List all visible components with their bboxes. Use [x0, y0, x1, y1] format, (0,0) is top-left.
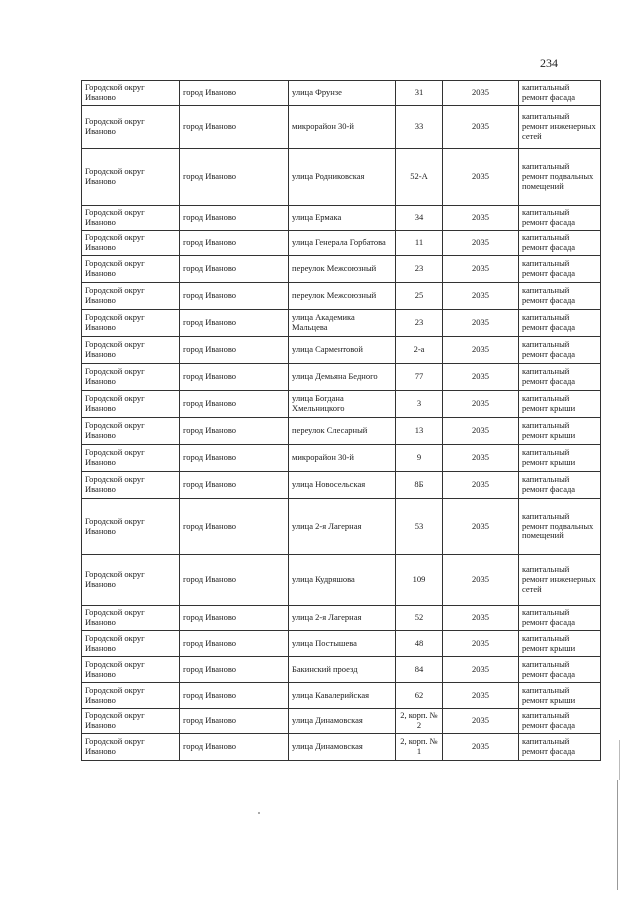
city-cell: город Иваново — [180, 106, 289, 149]
city-cell: город Иваново — [180, 256, 289, 283]
house-number-cell: 11 — [396, 231, 443, 256]
table-row — [82, 709, 601, 734]
table-row — [82, 283, 601, 310]
street-cell: улица Родниковская — [289, 149, 396, 206]
street-cell: микрорайон 30-й — [289, 106, 396, 149]
city-cell: город Иваново — [180, 709, 289, 734]
house-number-cell: 109 — [396, 555, 443, 606]
year-cell: 2035 — [443, 81, 519, 106]
work-type-cell: капитальный ремонт крыши — [519, 683, 601, 709]
year-cell: 2035 — [443, 631, 519, 657]
district-cell: Городской округ Иваново — [82, 555, 180, 606]
work-type-cell: капитальный ремонт фасада — [519, 709, 601, 734]
year-cell: 2035 — [443, 606, 519, 631]
table-row — [82, 631, 601, 657]
table-row — [82, 81, 601, 106]
street-cell: улица Генерала Горбатова — [289, 231, 396, 256]
city-cell: город Иваново — [180, 499, 289, 555]
house-number-cell: 62 — [396, 683, 443, 709]
district-cell: Городской округ Иваново — [82, 310, 180, 337]
district-cell: Городской округ Иваново — [82, 418, 180, 445]
house-number-cell: 77 — [396, 364, 443, 391]
street-cell: улица Постышева — [289, 631, 396, 657]
street-cell: улица Кудряшова — [289, 555, 396, 606]
district-cell: Городской округ Иваново — [82, 283, 180, 310]
year-cell: 2035 — [443, 364, 519, 391]
work-type-cell: капитальный ремонт фасада — [519, 337, 601, 364]
table-row — [82, 206, 601, 231]
year-cell: 2035 — [443, 709, 519, 734]
district-cell: Городской округ Иваново — [82, 709, 180, 734]
city-cell: город Иваново — [180, 206, 289, 231]
city-cell: город Иваново — [180, 631, 289, 657]
city-cell: город Иваново — [180, 555, 289, 606]
house-number-cell: 52-А — [396, 149, 443, 206]
table-row — [82, 445, 601, 472]
work-type-cell: капитальный ремонт фасада — [519, 256, 601, 283]
district-cell: Городской округ Иваново — [82, 106, 180, 149]
house-number-cell: 48 — [396, 631, 443, 657]
table-row — [82, 499, 601, 555]
house-number-cell: 84 — [396, 657, 443, 683]
district-cell: Городской округ Иваново — [82, 606, 180, 631]
district-cell: Городской округ Иваново — [82, 472, 180, 499]
city-cell: город Иваново — [180, 418, 289, 445]
district-cell: Городской округ Иваново — [82, 364, 180, 391]
work-type-cell: капитальный ремонт крыши — [519, 391, 601, 418]
house-number-cell: 9 — [396, 445, 443, 472]
table-row — [82, 149, 601, 206]
year-cell: 2035 — [443, 231, 519, 256]
year-cell: 2035 — [443, 206, 519, 231]
table-row — [82, 364, 601, 391]
year-cell: 2035 — [443, 499, 519, 555]
house-number-cell: 2, корп. № 2 — [396, 709, 443, 734]
district-cell: Городской округ Иваново — [82, 499, 180, 555]
house-number-cell: 2-а — [396, 337, 443, 364]
district-cell: Городской округ Иваново — [82, 231, 180, 256]
table-row — [82, 683, 601, 709]
work-type-cell: капитальный ремонт фасада — [519, 283, 601, 310]
year-cell: 2035 — [443, 106, 519, 149]
district-cell: Городской округ Иваново — [82, 631, 180, 657]
work-type-cell: капитальный ремонт фасада — [519, 206, 601, 231]
street-cell: улица Сарментовой — [289, 337, 396, 364]
street-cell: улица Кавалерийская — [289, 683, 396, 709]
house-number-cell: 3 — [396, 391, 443, 418]
table-row — [82, 606, 601, 631]
year-cell: 2035 — [443, 418, 519, 445]
house-number-cell: 13 — [396, 418, 443, 445]
year-cell: 2035 — [443, 683, 519, 709]
house-number-cell: 53 — [396, 499, 443, 555]
house-number-cell: 23 — [396, 256, 443, 283]
work-type-cell: капитальный ремонт фасада — [519, 310, 601, 337]
year-cell: 2035 — [443, 734, 519, 761]
house-number-cell: 23 — [396, 310, 443, 337]
table-row — [82, 337, 601, 364]
table-row — [82, 256, 601, 283]
district-cell: Городской округ Иваново — [82, 81, 180, 106]
street-cell: улица Богдана Хмельницкого — [289, 391, 396, 418]
table-row — [82, 310, 601, 337]
work-type-cell: капитальный ремонт фасада — [519, 657, 601, 683]
work-type-cell: капитальный ремонт крыши — [519, 418, 601, 445]
city-cell: город Иваново — [180, 337, 289, 364]
house-number-cell: 2, корп. № 1 — [396, 734, 443, 761]
city-cell: город Иваново — [180, 310, 289, 337]
district-cell: Городской округ Иваново — [82, 445, 180, 472]
year-cell: 2035 — [443, 445, 519, 472]
street-cell: переулок Межсоюзный — [289, 256, 396, 283]
work-type-cell: капитальный ремонт подвальных помещений — [519, 149, 601, 206]
year-cell: 2035 — [443, 256, 519, 283]
table-row — [82, 734, 601, 761]
work-type-cell: капитальный ремонт крыши — [519, 445, 601, 472]
table-row — [82, 472, 601, 499]
city-cell: город Иваново — [180, 391, 289, 418]
scan-margin-line — [617, 780, 618, 890]
district-cell: Городской округ Иваново — [82, 149, 180, 206]
city-cell: город Иваново — [180, 231, 289, 256]
district-cell: Городской округ Иваново — [82, 206, 180, 231]
table-row — [82, 391, 601, 418]
street-cell: Бакинский проезд — [289, 657, 396, 683]
street-cell: переулок Межсоюзный — [289, 283, 396, 310]
year-cell: 2035 — [443, 555, 519, 606]
year-cell: 2035 — [443, 657, 519, 683]
work-type-cell: капитальный ремонт фасада — [519, 364, 601, 391]
city-cell: город Иваново — [180, 657, 289, 683]
house-number-cell: 34 — [396, 206, 443, 231]
street-cell: переулок Слесарный — [289, 418, 396, 445]
street-cell: улица Динамовская — [289, 709, 396, 734]
work-type-cell: капитальный ремонт инженерных сетей — [519, 106, 601, 149]
street-cell: улица Новосельская — [289, 472, 396, 499]
table-row — [82, 555, 601, 606]
table-row — [82, 106, 601, 149]
street-cell: улица Динамовская — [289, 734, 396, 761]
street-cell: улица Фрунзе — [289, 81, 396, 106]
city-cell: город Иваново — [180, 445, 289, 472]
repair-registry-table — [81, 80, 601, 761]
work-type-cell: капитальный ремонт фасада — [519, 81, 601, 106]
house-number-cell: 31 — [396, 81, 443, 106]
street-cell: улица Ермака — [289, 206, 396, 231]
street-cell: улица Демьяна Бедного — [289, 364, 396, 391]
house-number-cell: 25 — [396, 283, 443, 310]
year-cell: 2035 — [443, 472, 519, 499]
district-cell: Городской округ Иваново — [82, 734, 180, 761]
city-cell: город Иваново — [180, 149, 289, 206]
house-number-cell: 52 — [396, 606, 443, 631]
city-cell: город Иваново — [180, 734, 289, 761]
city-cell: город Иваново — [180, 283, 289, 310]
table-body — [82, 81, 601, 761]
district-cell: Городской округ Иваново — [82, 657, 180, 683]
district-cell: Городской округ Иваново — [82, 683, 180, 709]
scan-margin-line — [619, 740, 620, 780]
house-number-cell: 33 — [396, 106, 443, 149]
work-type-cell: капитальный ремонт подвальных помещений — [519, 499, 601, 555]
work-type-cell: капитальный ремонт фасада — [519, 734, 601, 761]
street-cell: улица 2-я Лагерная — [289, 606, 396, 631]
year-cell: 2035 — [443, 283, 519, 310]
city-cell: город Иваново — [180, 81, 289, 106]
table-row — [82, 231, 601, 256]
year-cell: 2035 — [443, 310, 519, 337]
street-cell: улица 2-я Лагерная — [289, 499, 396, 555]
work-type-cell: капитальный ремонт фасада — [519, 472, 601, 499]
street-cell: улица Академика Мальцева — [289, 310, 396, 337]
page-number: 234 — [540, 56, 558, 70]
scan-speck — [258, 812, 260, 814]
work-type-cell: капитальный ремонт инженерных сетей — [519, 555, 601, 606]
city-cell: город Иваново — [180, 606, 289, 631]
table-row — [82, 657, 601, 683]
city-cell: город Иваново — [180, 364, 289, 391]
city-cell: город Иваново — [180, 472, 289, 499]
district-cell: Городской округ Иваново — [82, 391, 180, 418]
year-cell: 2035 — [443, 391, 519, 418]
city-cell: город Иваново — [180, 683, 289, 709]
work-type-cell: капитальный ремонт фасада — [519, 606, 601, 631]
work-type-cell: капитальный ремонт фасада — [519, 231, 601, 256]
street-cell: микрорайон 30-й — [289, 445, 396, 472]
year-cell: 2035 — [443, 337, 519, 364]
table-row — [82, 418, 601, 445]
year-cell: 2035 — [443, 149, 519, 206]
district-cell: Городской округ Иваново — [82, 256, 180, 283]
district-cell: Городской округ Иваново — [82, 337, 180, 364]
work-type-cell: капитальный ремонт крыши — [519, 631, 601, 657]
house-number-cell: 8Б — [396, 472, 443, 499]
